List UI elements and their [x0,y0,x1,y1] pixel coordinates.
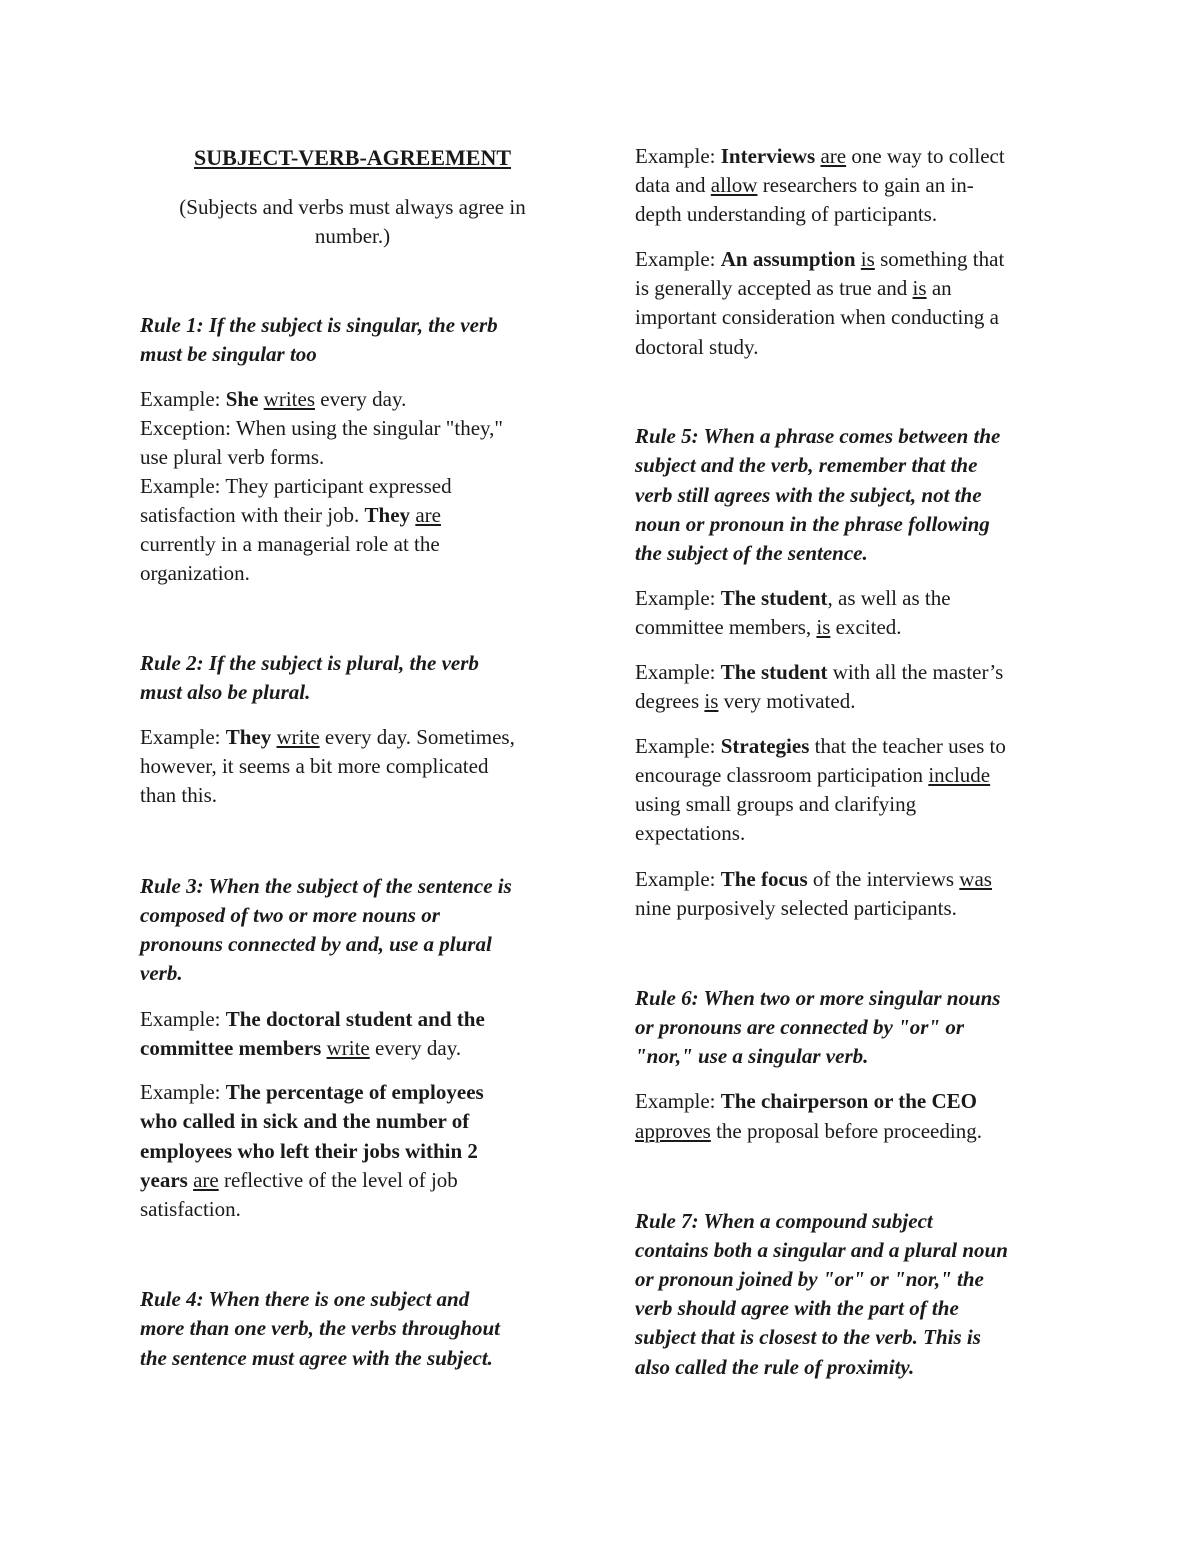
rule7-heading-line-3: or pronoun joined by "or" or "nor," the [635,1267,984,1291]
rule5-example-2-line-2 [635,687,855,715]
example-text: They participant expressed [225,474,452,498]
rule7-heading-line-1: Rule 7: When a compound subject [635,1209,933,1233]
example-text: very motivated. [723,689,856,713]
example-text: data and [635,173,706,197]
rule5-example-3-line-3: using small groups and clarifying [635,792,917,816]
rule4-example-2-line-1 [635,245,1004,273]
rule1-exception-line-1: Exception: When using the singular "they," [140,416,503,440]
rule3-heading-line-1: Rule 3: When the subject of the sentence is [140,874,512,898]
example-verb: are [415,503,441,527]
rule1-heading-line-2: must be singular too [140,342,317,366]
rule7-heading-line-4: verb should agree with the part of the [635,1296,959,1320]
example-text: the proposal before proceeding. [716,1119,982,1143]
rule1-example-2-line-1 [140,472,452,500]
example-label: Example: [140,1007,221,1031]
rule3-example-2-line-1 [140,1078,484,1106]
example-verb: writes [263,387,315,411]
example-subject: Strategies [720,734,810,758]
rule3-example-2-line-3: employees who left their jobs within 2 [140,1139,478,1163]
rule4-example-1-line-2 [635,171,974,199]
rule5-example-1-line-2 [635,613,902,641]
rule2-example-line-1 [140,723,515,751]
page-title: SUBJECT-VERB-AGREEMENT [193,145,512,170]
rule1-heading-line-1: Rule 1: If the subject is singular, the verb [140,313,498,337]
example-text: every day. [374,1036,462,1060]
example-subject: The student [720,660,828,684]
example-label: Example: [140,387,221,411]
example-verb: are [193,1168,219,1192]
example-subject: The chairperson or the CEO [720,1089,978,1113]
rule4-example-2-line-3: important consideration when conducting a [635,305,999,329]
example-text: that the teacher uses to [814,734,1006,758]
example-label: Example: [140,725,221,749]
rule6-heading-line-1: Rule 6: When two or more singular nouns [635,986,1001,1010]
rule5-example-1-line-1 [635,584,951,612]
example-verb: include [928,763,991,787]
example-label: Example: [635,734,716,758]
rule1-example-1 [140,385,406,413]
example-text: with all the master’s [832,660,1004,684]
rule4-heading-line-1: Rule 4: When there is one subject and [140,1287,470,1311]
rule1-example-2-line-2 [140,501,441,529]
example-label: Example: [635,247,716,271]
example-label: Example: [635,660,716,684]
rule1-example-2-line-4: organization. [140,561,250,585]
rule1-example-2-line-3: currently in a managerial role at the [140,532,440,556]
example-subject: The student [720,586,828,610]
example-text: one way to collect [851,144,1005,168]
example-subject: committee members [140,1036,322,1060]
example-verb: approves [635,1119,711,1143]
example-verb: is [704,689,719,713]
example-text: an [931,276,952,300]
subtitle-line-2: number.) [314,224,391,248]
example-label: Example: [140,474,221,498]
rule3-heading-line-2: composed of two or more nouns or [140,903,440,927]
example-subject: The focus [720,867,808,891]
example-verb: are [820,144,847,168]
example-text: , as well as the [827,586,951,610]
rule5-heading-line-2: subject and the verb, remember that the [635,453,978,477]
example-text: encourage classroom participation [635,763,924,787]
example-verb: write [276,725,320,749]
rule7-heading-line-5: subject that is closest to the verb. This is [635,1325,981,1349]
example-label: Example: [635,1089,716,1113]
rule5-example-4-line-1 [635,865,992,893]
example-text: degrees [635,689,700,713]
rule3-example-2-line-5: satisfaction. [140,1197,241,1221]
example-verb: is [912,276,927,300]
rule5-heading-line-4: noun or pronoun in the phrase following [635,512,990,536]
rule5-heading-line-3: verb still agrees with the subject, not the [635,483,982,507]
example-verb: was [959,867,992,891]
rule3-example-2-line-4 [140,1166,458,1194]
rule5-example-3-line-4: expectations. [635,821,746,845]
rule5-heading-line-5: the subject of the sentence. [635,541,868,565]
example-text: committee members, [635,615,812,639]
rule1-exception-line-2: use plural verb forms. [140,445,325,469]
rule4-example-2-line-2 [635,274,952,302]
example-verb: allow [710,173,758,197]
rule3-heading-line-4: verb. [140,961,183,985]
rule6-example-line-1 [635,1087,977,1115]
example-label: Example: [140,1080,221,1104]
subtitle-line-1: (Subjects and verbs must always agree in [179,195,526,219]
rule7-heading-line-6: also called the rule of proximity. [635,1355,915,1379]
example-subject: years [140,1168,188,1192]
example-verb: is [860,247,875,271]
rule4-example-1-line-1 [635,142,1005,170]
example-subject: Interviews [720,144,816,168]
example-text: something that [880,247,1005,271]
example-text: every day. Sometimes, [324,725,515,749]
rule4-heading-line-3: the sentence must agree with the subject. [140,1346,493,1370]
example-verb: is [816,615,831,639]
example-subject: They [225,725,272,749]
rule5-example-3-line-2 [635,761,990,789]
example-label: Example: [635,586,716,610]
rule4-example-2-line-4: doctoral study. [635,335,759,359]
example-label: Example: [635,144,716,168]
example-subject: They [364,503,411,527]
rule6-example-line-2 [635,1117,982,1145]
rule7-heading-line-2: contains both a singular and a plural noun [635,1238,1008,1262]
example-text: every day. [320,387,407,411]
example-text: researchers to gain an in- [762,173,974,197]
example-text: of the interviews [812,867,955,891]
rule2-example-line-3: than this. [140,783,217,807]
rule5-example-2-line-1 [635,658,1003,686]
example-subject: The percentage of employees [225,1080,484,1104]
example-subject: The doctoral student and the [225,1007,485,1031]
rule6-heading-line-2: or pronouns are connected by "or" or [635,1015,965,1039]
example-label: Example: [635,867,716,891]
rule3-example-2-line-2: who called in sick and the number of [140,1109,470,1133]
example-text: reflective of the level of job [223,1168,458,1192]
example-verb: write [326,1036,370,1060]
rule3-example-1-line-2 [140,1034,461,1062]
rule4-heading-line-2: more than one verb, the verbs throughout [140,1316,500,1340]
rule2-example-line-2: however, it seems a bit more complicated [140,754,489,778]
rule4-example-1-line-3: depth understanding of participants. [635,202,938,226]
example-text: excited. [835,615,902,639]
rule5-example-3-line-1 [635,732,1006,760]
example-subject: She [225,387,259,411]
rule5-heading-line-1: Rule 5: When a phrase comes between the [635,424,1001,448]
example-text: is generally accepted as true and [635,276,908,300]
rule3-example-1-line-1 [140,1005,485,1033]
rule3-heading-line-3: pronouns connected by and, use a plural [140,932,492,956]
rule2-heading-line-2: must also be plural. [140,680,311,704]
rule5-example-4-line-2: nine purposively selected participants. [635,896,957,920]
rule2-heading-line-1: Rule 2: If the subject is plural, the verb [140,651,479,675]
example-text: satisfaction with their job. [140,503,360,527]
example-subject: An assumption [720,247,856,271]
rule6-heading-line-3: "nor," use a singular verb. [635,1044,869,1068]
